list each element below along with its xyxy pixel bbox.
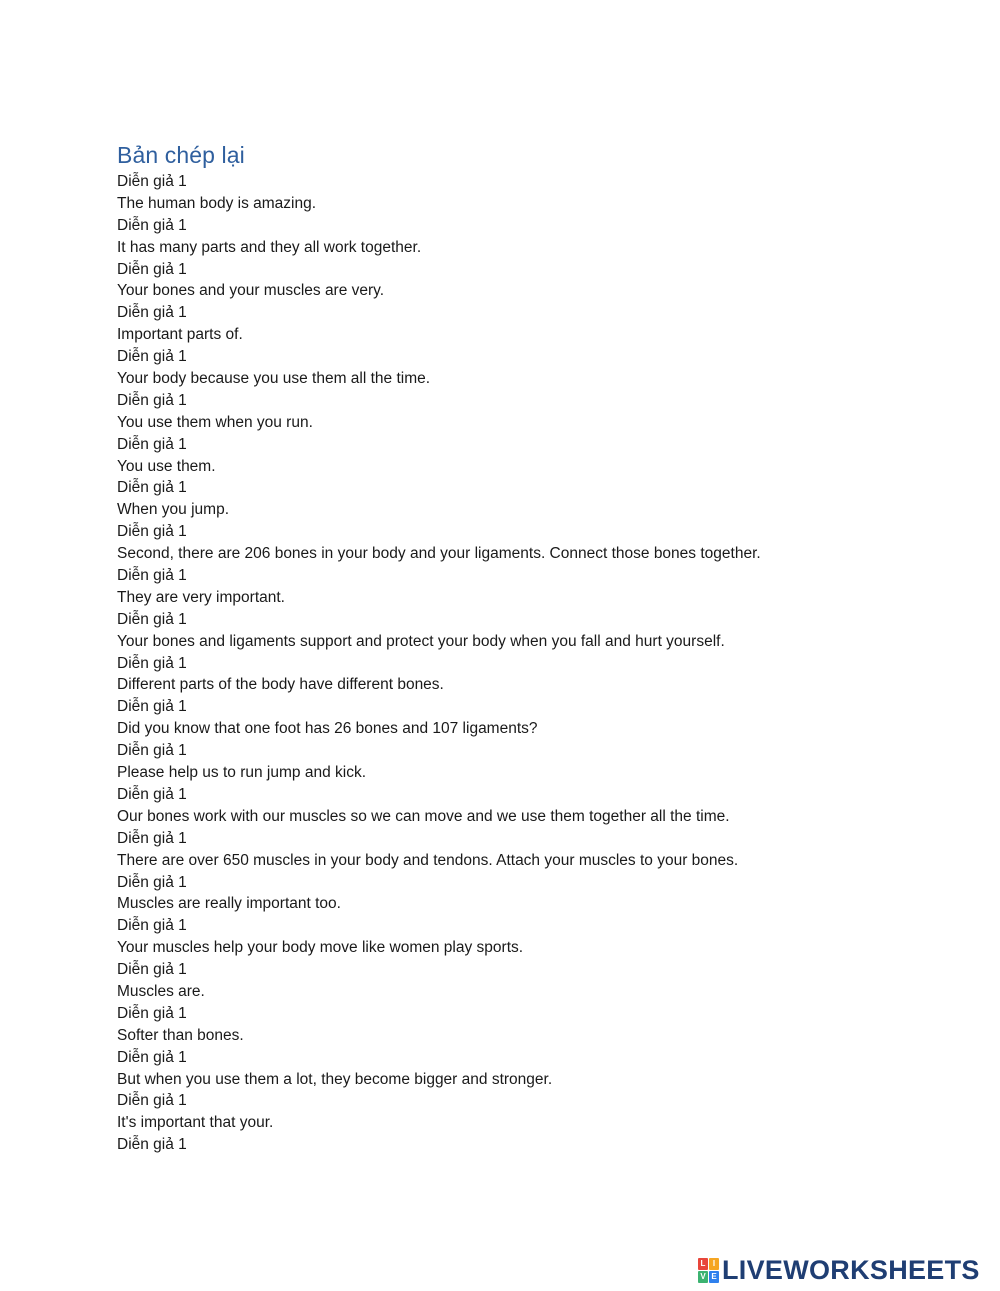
utterance-text: You use them when you run. bbox=[117, 413, 313, 431]
utterance-text: Your bones and your muscles are very. bbox=[117, 282, 385, 300]
speaker-label: Diễn giả 1 bbox=[117, 567, 187, 585]
speaker-label: Diễn giả 1 bbox=[117, 1136, 187, 1154]
transcript-entry bbox=[117, 1090, 937, 1134]
speaker-label: Diễn giả 1 bbox=[117, 304, 187, 322]
utterance-text: When you jump. bbox=[117, 501, 229, 519]
utterance-text: It has many parts and they all work together. bbox=[117, 238, 422, 256]
transcript-entry bbox=[117, 653, 937, 697]
speaker-label: Diễn giả 1 bbox=[117, 1004, 187, 1022]
liveworksheets-logo-icon bbox=[698, 1258, 719, 1283]
utterance-text: Important parts of. bbox=[117, 326, 243, 344]
transcript-entry bbox=[117, 959, 937, 1003]
transcript-entry bbox=[117, 477, 937, 521]
transcript-entry bbox=[117, 828, 937, 872]
transcript-entry bbox=[117, 390, 937, 434]
utterance-text: Please help us to run jump and kick. bbox=[117, 764, 366, 782]
transcript-entry bbox=[117, 302, 937, 346]
utterance-text: Softer than bones. bbox=[117, 1026, 244, 1044]
transcript-entry bbox=[117, 171, 937, 215]
utterance-text: The human body is amazing. bbox=[117, 194, 317, 212]
speaker-label: Diễn giả 1 bbox=[117, 961, 187, 979]
transcript-entry bbox=[117, 215, 937, 259]
speaker-label: Diễn giả 1 bbox=[117, 654, 187, 672]
speaker-label: Diễn giả 1 bbox=[117, 610, 187, 628]
utterance-text: They are very important. bbox=[117, 588, 285, 606]
speaker-label: Diễn giả 1 bbox=[117, 435, 187, 453]
transcript-entry bbox=[117, 1047, 937, 1091]
transcript-entry bbox=[117, 521, 937, 565]
utterance-text: You use them. bbox=[117, 457, 216, 475]
speaker-label: Diễn giả 1 bbox=[117, 260, 187, 278]
speaker-label: Diễn giả 1 bbox=[117, 523, 187, 541]
speaker-label: Diễn giả 1 bbox=[117, 785, 187, 803]
transcript-entry bbox=[117, 259, 937, 303]
utterance-text: It's important that your. bbox=[117, 1114, 274, 1132]
speaker-label: Diễn giả 1 bbox=[117, 742, 187, 760]
transcript-list bbox=[117, 171, 937, 1156]
speaker-label: Diễn giả 1 bbox=[117, 917, 187, 935]
speaker-label: Diễn giả 1 bbox=[117, 391, 187, 409]
liveworksheets-logo-text: LIVEWORKSHEETS bbox=[722, 1255, 980, 1285]
transcript-entry bbox=[117, 565, 937, 609]
logo-tile: V bbox=[698, 1271, 708, 1283]
utterance-text: Muscles are really important too. bbox=[117, 895, 341, 913]
speaker-label: Diễn giả 1 bbox=[117, 216, 187, 234]
transcript-entry bbox=[117, 740, 937, 784]
logo-tile: L bbox=[698, 1258, 708, 1270]
speaker-label: Diễn giả 1 bbox=[117, 173, 187, 190]
utterance-text: Did you know that one foot has 26 bones and 107 ligaments? bbox=[117, 720, 538, 738]
speaker-label: Diễn giả 1 bbox=[117, 1092, 187, 1110]
liveworksheets-logo[interactable] bbox=[698, 1255, 980, 1285]
speaker-label: Diễn giả 1 bbox=[117, 698, 187, 716]
speaker-label: Diễn giả 1 bbox=[117, 348, 187, 366]
logo-tile: I bbox=[709, 1258, 719, 1270]
speaker-label: Diễn giả 1 bbox=[117, 829, 187, 847]
utterance-text: Your body because you use them all the time. bbox=[117, 370, 431, 388]
utterance-text: Second, there are 206 bones in your body and your ligaments. Connect those bones together. bbox=[117, 545, 761, 563]
transcript-entry bbox=[117, 696, 937, 740]
logo-tile: E bbox=[709, 1271, 719, 1283]
transcript-entry bbox=[117, 784, 937, 828]
utterance-text: Different parts of the body have different bones. bbox=[117, 676, 444, 694]
speaker-label: Diễn giả 1 bbox=[117, 873, 187, 891]
utterance-text: There are over 650 muscles in your body and tendons. Attach your muscles to your bones. bbox=[117, 851, 739, 869]
utterance-text: But when you use them a lot, they become bigger and stronger. bbox=[117, 1070, 553, 1088]
utterance-text: Our bones work with our muscles so we can move and we use them together all the time. bbox=[117, 807, 730, 825]
transcript-entry bbox=[117, 609, 937, 653]
transcript-entry bbox=[117, 434, 937, 478]
utterance-text: Muscles are. bbox=[117, 982, 205, 1000]
transcript-entry bbox=[117, 915, 937, 959]
document-title: Bản chép lại bbox=[117, 142, 245, 168]
transcript-entry bbox=[117, 1003, 937, 1047]
transcript-entry bbox=[117, 346, 937, 390]
speaker-label: Diễn giả 1 bbox=[117, 1048, 187, 1066]
utterance-text: Your muscles help your body move like women play sports. bbox=[117, 939, 524, 957]
speaker-label: Diễn giả 1 bbox=[117, 479, 187, 497]
utterance-text: Your bones and ligaments support and protect your body when you fall and hurt yourself. bbox=[117, 632, 725, 650]
transcript-entry bbox=[117, 1134, 937, 1156]
transcript-entry bbox=[117, 872, 937, 916]
